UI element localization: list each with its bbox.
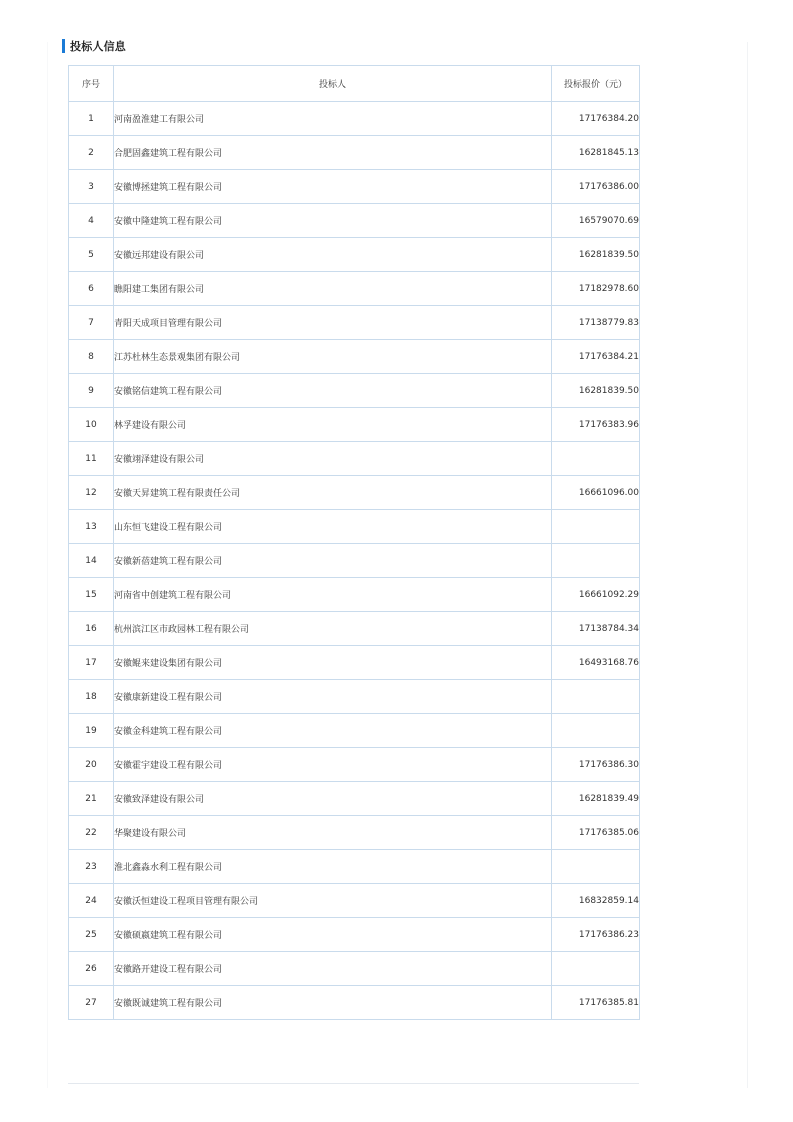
table-row <box>69 170 640 204</box>
bidder-name: 杭州滨江区市政园林工程有限公司 <box>114 612 552 646</box>
row-number: 26 <box>69 952 114 986</box>
bidder-name: 安徽康新建设工程有限公司 <box>114 680 552 714</box>
bid-price: 17182978.60 <box>552 272 640 306</box>
table-row <box>69 680 640 714</box>
bid-price <box>552 850 640 884</box>
row-number: 17 <box>69 646 114 680</box>
panel-left-border <box>47 42 48 1088</box>
header-bidder: 投标人 <box>114 66 552 102</box>
bid-price <box>552 544 640 578</box>
row-number: 15 <box>69 578 114 612</box>
row-number: 5 <box>69 238 114 272</box>
bid-price: 16281839.50 <box>552 374 640 408</box>
table-row <box>69 748 640 782</box>
bid-price: 17176385.81 <box>552 986 640 1020</box>
bid-price: 17176384.20 <box>552 102 640 136</box>
table-row <box>69 306 640 340</box>
table-row <box>69 136 640 170</box>
bidder-name: 瞧阳建工集团有限公司 <box>114 272 552 306</box>
table-row <box>69 884 640 918</box>
table-header <box>69 66 640 102</box>
bidder-table <box>68 65 640 1020</box>
row-number: 4 <box>69 204 114 238</box>
section-header <box>62 38 126 54</box>
bid-price: 17176385.06 <box>552 816 640 850</box>
bidder-name: 安徽硕嬴建筑工程有限公司 <box>114 918 552 952</box>
bid-price: 17176386.30 <box>552 748 640 782</box>
bid-price: 17138784.34 <box>552 612 640 646</box>
table-row <box>69 952 640 986</box>
bidder-name: 安徽路开建设工程有限公司 <box>114 952 552 986</box>
row-number: 6 <box>69 272 114 306</box>
section-title: 投标人信息 <box>70 40 126 53</box>
bid-price: 16281839.49 <box>552 782 640 816</box>
table-row <box>69 510 640 544</box>
row-number: 18 <box>69 680 114 714</box>
row-number: 25 <box>69 918 114 952</box>
bid-price: 16281839.50 <box>552 238 640 272</box>
bidder-name: 淮北鑫淼水利工程有限公司 <box>114 850 552 884</box>
header-no: 序号 <box>69 66 114 102</box>
bidder-name: 安徽鲲来建设集团有限公司 <box>114 646 552 680</box>
bidder-name: 山东恒飞建设工程有限公司 <box>114 510 552 544</box>
bid-price <box>552 714 640 748</box>
bid-price <box>552 680 640 714</box>
row-number: 13 <box>69 510 114 544</box>
row-number: 20 <box>69 748 114 782</box>
row-number: 8 <box>69 340 114 374</box>
bidder-name: 安徽翊泽建设有限公司 <box>114 442 552 476</box>
row-number: 21 <box>69 782 114 816</box>
row-number: 12 <box>69 476 114 510</box>
table-row <box>69 544 640 578</box>
row-number: 11 <box>69 442 114 476</box>
bidder-name: 安徽中隆建筑工程有限公司 <box>114 204 552 238</box>
table-row <box>69 408 640 442</box>
row-number: 22 <box>69 816 114 850</box>
table-row <box>69 612 640 646</box>
row-number: 7 <box>69 306 114 340</box>
table-row <box>69 986 640 1020</box>
row-number: 24 <box>69 884 114 918</box>
bidder-name: 华聚建设有限公司 <box>114 816 552 850</box>
panel-right-border <box>747 42 748 1088</box>
bid-price: 17138779.83 <box>552 306 640 340</box>
bidder-name: 河南盈淮建工有限公司 <box>114 102 552 136</box>
bidder-name: 安徽致泽建设有限公司 <box>114 782 552 816</box>
bidder-name: 安徽既诚建筑工程有限公司 <box>114 986 552 1020</box>
table-row <box>69 340 640 374</box>
bid-price <box>552 952 640 986</box>
row-number: 19 <box>69 714 114 748</box>
row-number: 3 <box>69 170 114 204</box>
row-number: 1 <box>69 102 114 136</box>
table-row <box>69 646 640 680</box>
bidder-name: 青阳天成项目管理有限公司 <box>114 306 552 340</box>
table-row <box>69 918 640 952</box>
row-number: 10 <box>69 408 114 442</box>
bidder-name: 安徽博拯建筑工程有限公司 <box>114 170 552 204</box>
bidder-name: 安徽沃恒建设工程项目管理有限公司 <box>114 884 552 918</box>
table-row <box>69 714 640 748</box>
bid-price: 16281845.13 <box>552 136 640 170</box>
bidder-name: 林孚建设有限公司 <box>114 408 552 442</box>
bottom-divider <box>68 1083 639 1084</box>
bidder-name: 安徽远邦建设有限公司 <box>114 238 552 272</box>
bid-price: 17176384.21 <box>552 340 640 374</box>
bid-price: 17176383.96 <box>552 408 640 442</box>
bid-price: 16493168.76 <box>552 646 640 680</box>
table-row <box>69 782 640 816</box>
bid-price <box>552 442 640 476</box>
table-row <box>69 442 640 476</box>
bid-price: 16579070.69 <box>552 204 640 238</box>
table-row <box>69 102 640 136</box>
bidder-name: 安徽霍宇建设工程有限公司 <box>114 748 552 782</box>
row-number: 23 <box>69 850 114 884</box>
table-row <box>69 204 640 238</box>
row-number: 2 <box>69 136 114 170</box>
table-row <box>69 476 640 510</box>
table-header-row <box>69 66 640 102</box>
bid-price: 17176386.00 <box>552 170 640 204</box>
row-number: 14 <box>69 544 114 578</box>
bid-price <box>552 510 640 544</box>
row-number: 9 <box>69 374 114 408</box>
bidder-name: 合肥固鑫建筑工程有限公司 <box>114 136 552 170</box>
row-number: 16 <box>69 612 114 646</box>
header-price: 投标报价（元） <box>552 66 640 102</box>
table-row <box>69 578 640 612</box>
bidder-name: 江苏杜林生态景观集团有限公司 <box>114 340 552 374</box>
table-row <box>69 850 640 884</box>
bidder-name: 安徽铭信建筑工程有限公司 <box>114 374 552 408</box>
row-number: 27 <box>69 986 114 1020</box>
table-row <box>69 816 640 850</box>
section-accent-bar <box>62 39 65 53</box>
bidder-name: 安徽金科建筑工程有限公司 <box>114 714 552 748</box>
bid-price: 16832859.14 <box>552 884 640 918</box>
bidder-name: 安徽新蓓建筑工程有限公司 <box>114 544 552 578</box>
table-row <box>69 238 640 272</box>
bidder-name: 河南省中创建筑工程有限公司 <box>114 578 552 612</box>
bid-price: 16661096.00 <box>552 476 640 510</box>
bid-price: 17176386.23 <box>552 918 640 952</box>
bidder-name: 安徽天昇建筑工程有限责任公司 <box>114 476 552 510</box>
table-row <box>69 374 640 408</box>
bid-price: 16661092.29 <box>552 578 640 612</box>
table-body <box>69 102 640 1020</box>
table-row <box>69 272 640 306</box>
